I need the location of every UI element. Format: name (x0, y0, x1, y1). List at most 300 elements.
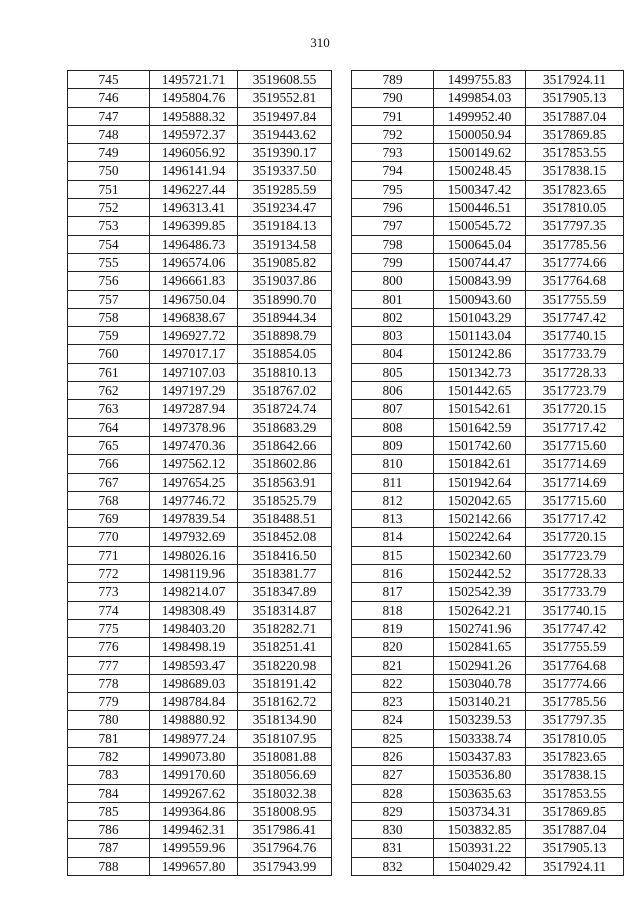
x-coordinate-cell: 1501542.61 (434, 400, 526, 418)
table-row (68, 235, 332, 253)
y-coordinate-cell: 3518488.51 (238, 510, 332, 528)
point-number-cell: 768 (68, 491, 150, 509)
y-coordinate-cell: 3517733.79 (526, 583, 624, 601)
x-coordinate-cell: 1497197.29 (150, 382, 238, 400)
point-number-cell: 792 (352, 125, 434, 143)
x-coordinate-cell: 1496227.44 (150, 180, 238, 198)
point-number-cell: 788 (68, 857, 150, 875)
point-number-cell: 797 (352, 217, 434, 235)
x-coordinate-cell: 1499462.31 (150, 821, 238, 839)
x-coordinate-cell: 1500645.04 (434, 235, 526, 253)
y-coordinate-cell: 3519234.47 (238, 199, 332, 217)
point-number-cell: 824 (352, 711, 434, 729)
y-coordinate-cell: 3517797.35 (526, 217, 624, 235)
y-coordinate-cell: 3518282.71 (238, 619, 332, 637)
x-coordinate-cell: 1498689.03 (150, 674, 238, 692)
point-number-cell: 791 (352, 107, 434, 125)
table-row (352, 656, 624, 674)
x-coordinate-cell: 1497562.12 (150, 455, 238, 473)
table-row (352, 436, 624, 454)
y-coordinate-cell: 3518251.41 (238, 638, 332, 656)
x-coordinate-cell: 1502342.60 (434, 546, 526, 564)
table-row (68, 162, 332, 180)
point-number-cell: 769 (68, 510, 150, 528)
x-coordinate-cell: 1495972.37 (150, 125, 238, 143)
x-coordinate-cell: 1502542.39 (434, 583, 526, 601)
y-coordinate-cell: 3517785.56 (526, 693, 624, 711)
point-number-cell: 789 (352, 71, 434, 89)
y-coordinate-cell: 3517823.65 (526, 180, 624, 198)
x-coordinate-cell: 1497746.72 (150, 491, 238, 509)
point-number-cell: 763 (68, 400, 150, 418)
y-coordinate-cell: 3518854.05 (238, 345, 332, 363)
table-row (68, 583, 332, 601)
x-coordinate-cell: 1496313.41 (150, 199, 238, 217)
x-coordinate-cell: 1495804.76 (150, 89, 238, 107)
y-coordinate-cell: 3518563.91 (238, 473, 332, 491)
x-coordinate-cell: 1501043.29 (434, 308, 526, 326)
table-row (352, 71, 624, 89)
x-coordinate-cell: 1498498.19 (150, 638, 238, 656)
table-row (352, 711, 624, 729)
point-number-cell: 800 (352, 272, 434, 290)
point-number-cell: 795 (352, 180, 434, 198)
table-row (352, 418, 624, 436)
table-row (68, 180, 332, 198)
point-number-cell: 806 (352, 382, 434, 400)
y-coordinate-cell: 3517723.79 (526, 382, 624, 400)
x-coordinate-cell: 1498308.49 (150, 601, 238, 619)
table-row (352, 491, 624, 509)
y-coordinate-cell: 3517905.13 (526, 839, 624, 857)
point-number-cell: 753 (68, 217, 150, 235)
y-coordinate-cell: 3518525.79 (238, 491, 332, 509)
table-row (68, 199, 332, 217)
table-row (68, 400, 332, 418)
table-row (68, 747, 332, 765)
point-number-cell: 754 (68, 235, 150, 253)
point-number-cell: 761 (68, 363, 150, 381)
x-coordinate-cell: 1502142.66 (434, 510, 526, 528)
y-coordinate-cell: 3517755.59 (526, 638, 624, 656)
x-coordinate-cell: 1499073.80 (150, 747, 238, 765)
y-coordinate-cell: 3518314.87 (238, 601, 332, 619)
y-coordinate-cell: 3517740.15 (526, 601, 624, 619)
point-number-cell: 760 (68, 345, 150, 363)
y-coordinate-cell: 3517838.15 (526, 162, 624, 180)
x-coordinate-cell: 1500843.99 (434, 272, 526, 290)
x-coordinate-cell: 1496486.73 (150, 235, 238, 253)
table-row (352, 473, 624, 491)
x-coordinate-cell: 1498119.96 (150, 565, 238, 583)
x-coordinate-cell: 1500545.72 (434, 217, 526, 235)
y-coordinate-cell: 3517764.68 (526, 272, 624, 290)
x-coordinate-cell: 1497470.36 (150, 436, 238, 454)
point-number-cell: 815 (352, 546, 434, 564)
table-row (352, 674, 624, 692)
x-coordinate-cell: 1503437.83 (434, 747, 526, 765)
page-number: 310 (310, 35, 330, 50)
y-coordinate-cell: 3517823.65 (526, 747, 624, 765)
y-coordinate-cell: 3517774.66 (526, 674, 624, 692)
y-coordinate-cell: 3518452.08 (238, 528, 332, 546)
table-row (68, 473, 332, 491)
point-number-cell: 822 (352, 674, 434, 692)
table-row (68, 455, 332, 473)
table-row (352, 217, 624, 235)
table-row (68, 308, 332, 326)
table-row (68, 89, 332, 107)
x-coordinate-cell: 1503536.80 (434, 766, 526, 784)
point-number-cell: 826 (352, 747, 434, 765)
y-coordinate-cell: 3519390.17 (238, 144, 332, 162)
point-number-cell: 757 (68, 290, 150, 308)
table-row (352, 162, 624, 180)
x-coordinate-cell: 1501742.60 (434, 436, 526, 454)
table-row (68, 382, 332, 400)
point-number-cell: 810 (352, 455, 434, 473)
table-row (68, 766, 332, 784)
x-coordinate-cell: 1499170.60 (150, 766, 238, 784)
point-number-cell: 793 (352, 144, 434, 162)
table-row (352, 857, 624, 875)
point-number-cell: 816 (352, 565, 434, 583)
table-row (352, 766, 624, 784)
x-coordinate-cell: 1502841.65 (434, 638, 526, 656)
point-number-cell: 774 (68, 601, 150, 619)
point-number-cell: 820 (352, 638, 434, 656)
table-row (68, 656, 332, 674)
y-coordinate-cell: 3517728.33 (526, 565, 624, 583)
x-coordinate-cell: 1498593.47 (150, 656, 238, 674)
x-coordinate-cell: 1500943.60 (434, 290, 526, 308)
y-coordinate-cell: 3518162.72 (238, 693, 332, 711)
x-coordinate-cell: 1496661.83 (150, 272, 238, 290)
y-coordinate-cell: 3517853.55 (526, 784, 624, 802)
table-row (352, 199, 624, 217)
y-coordinate-cell: 3517838.15 (526, 766, 624, 784)
point-number-cell: 778 (68, 674, 150, 692)
table-row (352, 89, 624, 107)
point-number-cell: 781 (68, 729, 150, 747)
y-coordinate-cell: 3517720.15 (526, 400, 624, 418)
table-row (352, 363, 624, 381)
table-row (68, 784, 332, 802)
point-number-cell: 802 (352, 308, 434, 326)
x-coordinate-cell: 1498403.20 (150, 619, 238, 637)
x-coordinate-cell: 1496838.67 (150, 308, 238, 326)
point-number-cell: 752 (68, 199, 150, 217)
point-number-cell: 759 (68, 327, 150, 345)
x-coordinate-cell: 1497107.03 (150, 363, 238, 381)
x-coordinate-cell: 1502442.52 (434, 565, 526, 583)
table-row (68, 839, 332, 857)
x-coordinate-cell: 1503140.21 (434, 693, 526, 711)
y-coordinate-cell: 3518056.69 (238, 766, 332, 784)
x-coordinate-cell: 1498977.24 (150, 729, 238, 747)
table-row (68, 345, 332, 363)
y-coordinate-cell: 3517853.55 (526, 144, 624, 162)
table-row (68, 619, 332, 637)
point-number-cell: 756 (68, 272, 150, 290)
y-coordinate-cell: 3517887.04 (526, 821, 624, 839)
table-row (352, 125, 624, 143)
table-row (352, 528, 624, 546)
point-number-cell: 747 (68, 107, 150, 125)
y-coordinate-cell: 3518191.42 (238, 674, 332, 692)
table-row (68, 71, 332, 89)
table-row (68, 638, 332, 656)
table-row (68, 711, 332, 729)
x-coordinate-cell: 1501143.04 (434, 327, 526, 345)
table-row (352, 400, 624, 418)
y-coordinate-cell: 3517723.79 (526, 546, 624, 564)
table-row (352, 308, 624, 326)
x-coordinate-cell: 1497654.25 (150, 473, 238, 491)
y-coordinate-cell: 3517717.42 (526, 510, 624, 528)
point-number-cell: 775 (68, 619, 150, 637)
x-coordinate-cell: 1502242.64 (434, 528, 526, 546)
point-number-cell: 818 (352, 601, 434, 619)
table-row (68, 674, 332, 692)
x-coordinate-cell: 1500446.51 (434, 199, 526, 217)
point-number-cell: 755 (68, 253, 150, 271)
x-coordinate-cell: 1501642.59 (434, 418, 526, 436)
table-row (68, 601, 332, 619)
point-number-cell: 807 (352, 400, 434, 418)
x-coordinate-cell: 1500248.45 (434, 162, 526, 180)
x-coordinate-cell: 1496141.94 (150, 162, 238, 180)
y-coordinate-cell: 3518008.95 (238, 802, 332, 820)
y-coordinate-cell: 3517986.41 (238, 821, 332, 839)
y-coordinate-cell: 3519337.50 (238, 162, 332, 180)
y-coordinate-cell: 3519497.84 (238, 107, 332, 125)
point-number-cell: 777 (68, 656, 150, 674)
y-coordinate-cell: 3517715.60 (526, 436, 624, 454)
table-row (352, 839, 624, 857)
table-row (68, 363, 332, 381)
table-row (352, 253, 624, 271)
x-coordinate-cell: 1502741.96 (434, 619, 526, 637)
x-coordinate-cell: 1497017.17 (150, 345, 238, 363)
table-row (68, 327, 332, 345)
y-coordinate-cell: 3517747.42 (526, 619, 624, 637)
y-coordinate-cell: 3517797.35 (526, 711, 624, 729)
y-coordinate-cell: 3517785.56 (526, 235, 624, 253)
y-coordinate-cell: 3518724.74 (238, 400, 332, 418)
point-number-cell: 812 (352, 491, 434, 509)
table-row (68, 144, 332, 162)
y-coordinate-cell: 3518032.38 (238, 784, 332, 802)
table-row (68, 107, 332, 125)
point-number-cell: 799 (352, 253, 434, 271)
x-coordinate-cell: 1496399.85 (150, 217, 238, 235)
table-row (352, 107, 624, 125)
point-number-cell: 776 (68, 638, 150, 656)
x-coordinate-cell: 1497378.96 (150, 418, 238, 436)
y-coordinate-cell: 3518134.90 (238, 711, 332, 729)
point-number-cell: 821 (352, 656, 434, 674)
table-row (352, 327, 624, 345)
point-number-cell: 770 (68, 528, 150, 546)
x-coordinate-cell: 1501842.61 (434, 455, 526, 473)
point-number-cell: 829 (352, 802, 434, 820)
table-row (352, 290, 624, 308)
coordinate-table-left (67, 70, 332, 876)
x-coordinate-cell: 1498880.92 (150, 711, 238, 729)
point-number-cell: 831 (352, 839, 434, 857)
point-number-cell: 823 (352, 693, 434, 711)
x-coordinate-cell: 1499755.83 (434, 71, 526, 89)
y-coordinate-cell: 3517740.15 (526, 327, 624, 345)
point-number-cell: 782 (68, 747, 150, 765)
table-row (352, 583, 624, 601)
x-coordinate-cell: 1499267.62 (150, 784, 238, 802)
y-coordinate-cell: 3517887.04 (526, 107, 624, 125)
table-row (68, 290, 332, 308)
point-number-cell: 808 (352, 418, 434, 436)
y-coordinate-cell: 3519134.58 (238, 235, 332, 253)
x-coordinate-cell: 1503239.53 (434, 711, 526, 729)
y-coordinate-cell: 3519037.86 (238, 272, 332, 290)
y-coordinate-cell: 3518107.95 (238, 729, 332, 747)
y-coordinate-cell: 3517810.05 (526, 729, 624, 747)
table-row (68, 272, 332, 290)
point-number-cell: 790 (352, 89, 434, 107)
point-number-cell: 783 (68, 766, 150, 784)
y-coordinate-cell: 3519443.62 (238, 125, 332, 143)
y-coordinate-cell: 3517728.33 (526, 363, 624, 381)
table-row (352, 619, 624, 637)
table-row (352, 821, 624, 839)
y-coordinate-cell: 3518810.13 (238, 363, 332, 381)
x-coordinate-cell: 1499854.03 (434, 89, 526, 107)
table-row (68, 693, 332, 711)
x-coordinate-cell: 1496574.06 (150, 253, 238, 271)
y-coordinate-cell: 3517964.76 (238, 839, 332, 857)
x-coordinate-cell: 1496927.72 (150, 327, 238, 345)
point-number-cell: 794 (352, 162, 434, 180)
y-coordinate-cell: 3517810.05 (526, 199, 624, 217)
table-row (68, 528, 332, 546)
point-number-cell: 758 (68, 308, 150, 326)
point-number-cell: 773 (68, 583, 150, 601)
y-coordinate-cell: 3517924.11 (526, 857, 624, 875)
point-number-cell: 798 (352, 235, 434, 253)
point-number-cell: 832 (352, 857, 434, 875)
point-number-cell: 780 (68, 711, 150, 729)
y-coordinate-cell: 3517717.42 (526, 418, 624, 436)
y-coordinate-cell: 3518416.50 (238, 546, 332, 564)
x-coordinate-cell: 1498784.84 (150, 693, 238, 711)
x-coordinate-cell: 1501442.65 (434, 382, 526, 400)
point-number-cell: 748 (68, 125, 150, 143)
x-coordinate-cell: 1502042.65 (434, 491, 526, 509)
table-row (352, 747, 624, 765)
x-coordinate-cell: 1503338.74 (434, 729, 526, 747)
y-coordinate-cell: 3519552.81 (238, 89, 332, 107)
table-row (68, 565, 332, 583)
table-row (68, 217, 332, 235)
table-row (352, 784, 624, 802)
table-body-left (68, 71, 332, 876)
point-number-cell: 811 (352, 473, 434, 491)
point-number-cell: 749 (68, 144, 150, 162)
y-coordinate-cell: 3517774.66 (526, 253, 624, 271)
point-number-cell: 779 (68, 693, 150, 711)
x-coordinate-cell: 1501342.73 (434, 363, 526, 381)
y-coordinate-cell: 3518602.86 (238, 455, 332, 473)
x-coordinate-cell: 1500149.62 (434, 144, 526, 162)
y-coordinate-cell: 3518081.88 (238, 747, 332, 765)
point-number-cell: 801 (352, 290, 434, 308)
point-number-cell: 813 (352, 510, 434, 528)
table-row (352, 455, 624, 473)
point-number-cell: 750 (68, 162, 150, 180)
point-number-cell: 817 (352, 583, 434, 601)
table-row (68, 125, 332, 143)
x-coordinate-cell: 1503931.22 (434, 839, 526, 857)
x-coordinate-cell: 1499952.40 (434, 107, 526, 125)
table-row (352, 235, 624, 253)
point-number-cell: 766 (68, 455, 150, 473)
x-coordinate-cell: 1502941.26 (434, 656, 526, 674)
y-coordinate-cell: 3518767.02 (238, 382, 332, 400)
y-coordinate-cell: 3517764.68 (526, 656, 624, 674)
table-row (352, 272, 624, 290)
table-row (352, 144, 624, 162)
y-coordinate-cell: 3518944.34 (238, 308, 332, 326)
y-coordinate-cell: 3519085.82 (238, 253, 332, 271)
x-coordinate-cell: 1499559.96 (150, 839, 238, 857)
y-coordinate-cell: 3517869.85 (526, 125, 624, 143)
table-row (352, 565, 624, 583)
y-coordinate-cell: 3517720.15 (526, 528, 624, 546)
table-row (352, 693, 624, 711)
point-number-cell: 814 (352, 528, 434, 546)
y-coordinate-cell: 3518898.79 (238, 327, 332, 345)
y-coordinate-cell: 3517733.79 (526, 345, 624, 363)
y-coordinate-cell: 3518347.89 (238, 583, 332, 601)
x-coordinate-cell: 1497932.69 (150, 528, 238, 546)
table-row (352, 382, 624, 400)
point-number-cell: 784 (68, 784, 150, 802)
table-row (352, 802, 624, 820)
table-row (352, 180, 624, 198)
x-coordinate-cell: 1495888.32 (150, 107, 238, 125)
y-coordinate-cell: 3519608.55 (238, 71, 332, 89)
x-coordinate-cell: 1496750.04 (150, 290, 238, 308)
y-coordinate-cell: 3518642.66 (238, 436, 332, 454)
x-coordinate-cell: 1501942.64 (434, 473, 526, 491)
y-coordinate-cell: 3517755.59 (526, 290, 624, 308)
y-coordinate-cell: 3517714.69 (526, 455, 624, 473)
point-number-cell: 819 (352, 619, 434, 637)
point-number-cell: 809 (352, 436, 434, 454)
x-coordinate-cell: 1501242.86 (434, 345, 526, 363)
point-number-cell: 827 (352, 766, 434, 784)
x-coordinate-cell: 1495721.71 (150, 71, 238, 89)
x-coordinate-cell: 1503734.31 (434, 802, 526, 820)
y-coordinate-cell: 3517905.13 (526, 89, 624, 107)
table-row (68, 436, 332, 454)
x-coordinate-cell: 1500347.42 (434, 180, 526, 198)
x-coordinate-cell: 1504029.42 (434, 857, 526, 875)
y-coordinate-cell: 3517924.11 (526, 71, 624, 89)
y-coordinate-cell: 3517747.42 (526, 308, 624, 326)
table-row (68, 491, 332, 509)
point-number-cell: 787 (68, 839, 150, 857)
